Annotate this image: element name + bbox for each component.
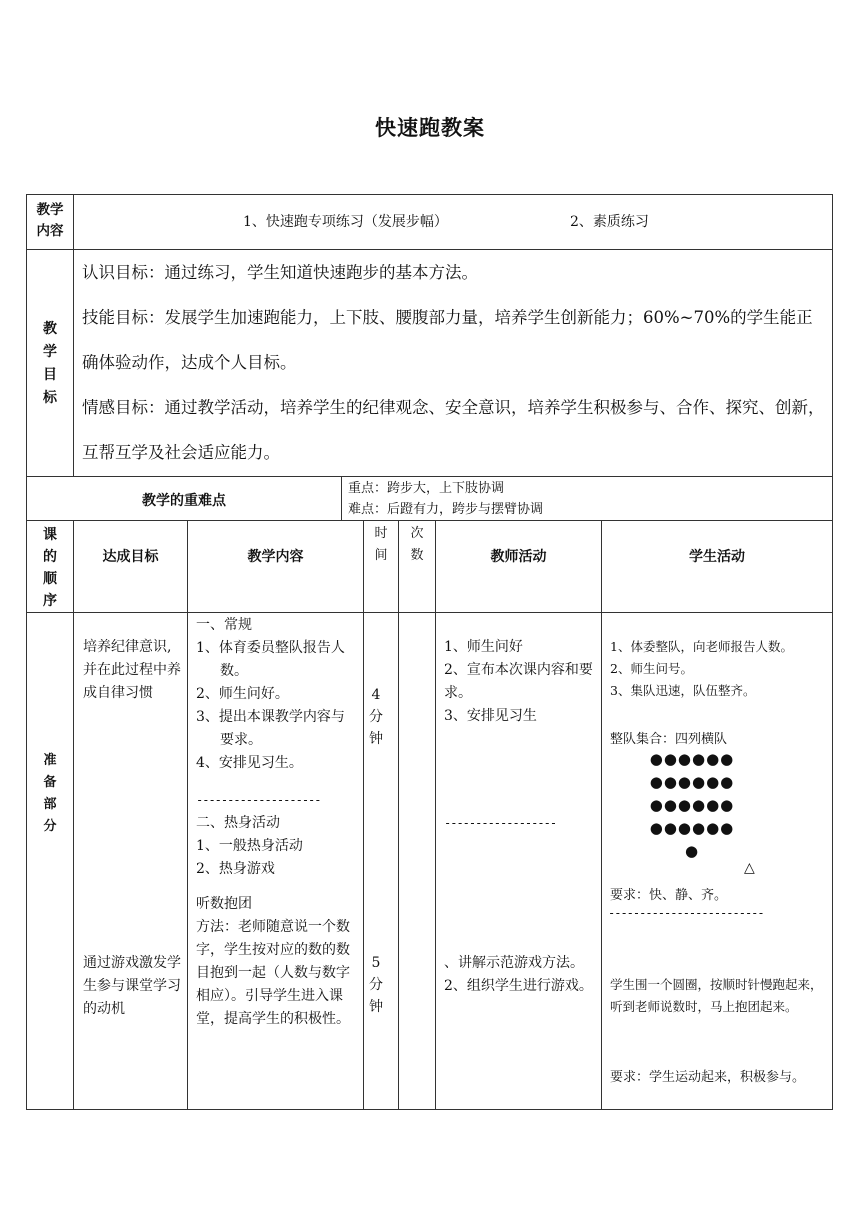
- page-title: 快速跑教案: [375, 116, 485, 140]
- teacher-position-icon: △: [744, 860, 755, 876]
- content-a-item: 3、提出本课教学内容与要求。: [196, 709, 345, 748]
- difficult-point: 难点：后蹬有力，跨步与摆臂协调: [348, 502, 544, 517]
- student-activity-a: 1、体委整队，向老师报告人数。 2、师生问号。 3、集队迅速，队伍整齐。: [610, 639, 793, 698]
- student-divider: -------------------------: [608, 906, 764, 920]
- formation-row: ●●●●●●: [649, 773, 735, 791]
- col-order: 课 的 顺 序: [43, 527, 57, 609]
- teacher-activity-a: 1、师生问好 2、宣布本次课内容和要求。 3、安排见习生: [444, 639, 593, 724]
- col-content: 教学内容: [247, 549, 304, 565]
- prep-time-1: 4 分 钟: [369, 687, 383, 747]
- prep-content: [196, 614, 358, 1031]
- game-method: 方法：老师随意说一个数字，学生按对应的数的数目抱到一起（人数与数字相应）。引导学生进入课堂，提高学生的积极性。: [196, 919, 350, 1027]
- content-a-item: 4、安排见习生。: [196, 755, 303, 771]
- formation-row: ●●●●●●: [649, 750, 735, 768]
- student-activity-b: 学生围一个圆圈，按顺时针慢跑起来，听到老师说数时，马上抱团起来。: [610, 977, 823, 1014]
- col-count: 次 数: [410, 526, 424, 563]
- content-label: 教学 内容: [36, 202, 64, 239]
- formation-label: 整队集合：四列横队: [610, 732, 728, 747]
- keypoints-label: 教学的重难点: [142, 493, 226, 509]
- requirement-2: 要求：学生运动起来，积极参与。: [610, 1070, 806, 1085]
- formation-row: ●●●●●●: [649, 819, 735, 837]
- col-student: 学生活动: [689, 549, 745, 565]
- prep-time-2: 5 分 钟: [369, 955, 383, 1015]
- formation-diagram: [632, 748, 752, 863]
- content-b-head: 二、热身活动: [196, 815, 280, 831]
- prep-goal-2: 通过游戏激发学生参与课堂学习的动机: [83, 955, 181, 1017]
- col-time: 时 间: [374, 526, 388, 563]
- formation-row: ●: [684, 842, 700, 860]
- teacher-divider: ------------------: [444, 816, 557, 830]
- key-point: 重点：跨步大，上下肢协调: [348, 481, 505, 496]
- teacher-activity-b: 、讲解示范游戏方法。 2、组织学生进行游戏。: [444, 955, 593, 994]
- content-a-item: 2、师生问好。: [196, 686, 289, 702]
- goal-skill: 技能目标：发展学生加速跑能力，上下肢、腰腹部力量，培养学生创新能力；60%~70%的学生能正确体验动作，达成个人目标。: [82, 308, 813, 372]
- content-item-1: 1、快速跑专项练习（发展步幅）: [243, 214, 448, 230]
- content-divider: --------------------: [196, 793, 321, 807]
- content-b-item: 1、一般热身活动: [196, 838, 303, 854]
- goal-emotion: 情感目标：通过教学活动，培养学生的纪律观念、安全意识，培养学生积极参与、合作、探究、创新，互帮互学及社会适应能力。: [82, 398, 825, 462]
- prep-goal-1: 培养纪律意识,并在此过程中养成自律习惯: [83, 639, 181, 701]
- content-b-item: 2、热身游戏: [196, 861, 275, 877]
- game-title: 听数抱团: [196, 896, 252, 912]
- content-item-2: 2、素质练习: [570, 214, 649, 230]
- prep-label: 准 备 部 分: [43, 753, 57, 834]
- content-a-head: 一、常规: [196, 617, 252, 633]
- requirement-1: 要求：快、静、齐。: [610, 888, 728, 903]
- col-teacher: 教师活动: [490, 549, 547, 565]
- col-goal: 达成目标: [102, 549, 159, 565]
- formation-row: ●●●●●●: [649, 796, 735, 814]
- goal-cognitive: 认识目标：通过练习，学生知道快速跑步的基本方法。: [82, 263, 478, 282]
- content-a-item: 1、体育委员整队报告人数。: [196, 640, 345, 679]
- goals-label: 教 学 目 标: [43, 321, 57, 406]
